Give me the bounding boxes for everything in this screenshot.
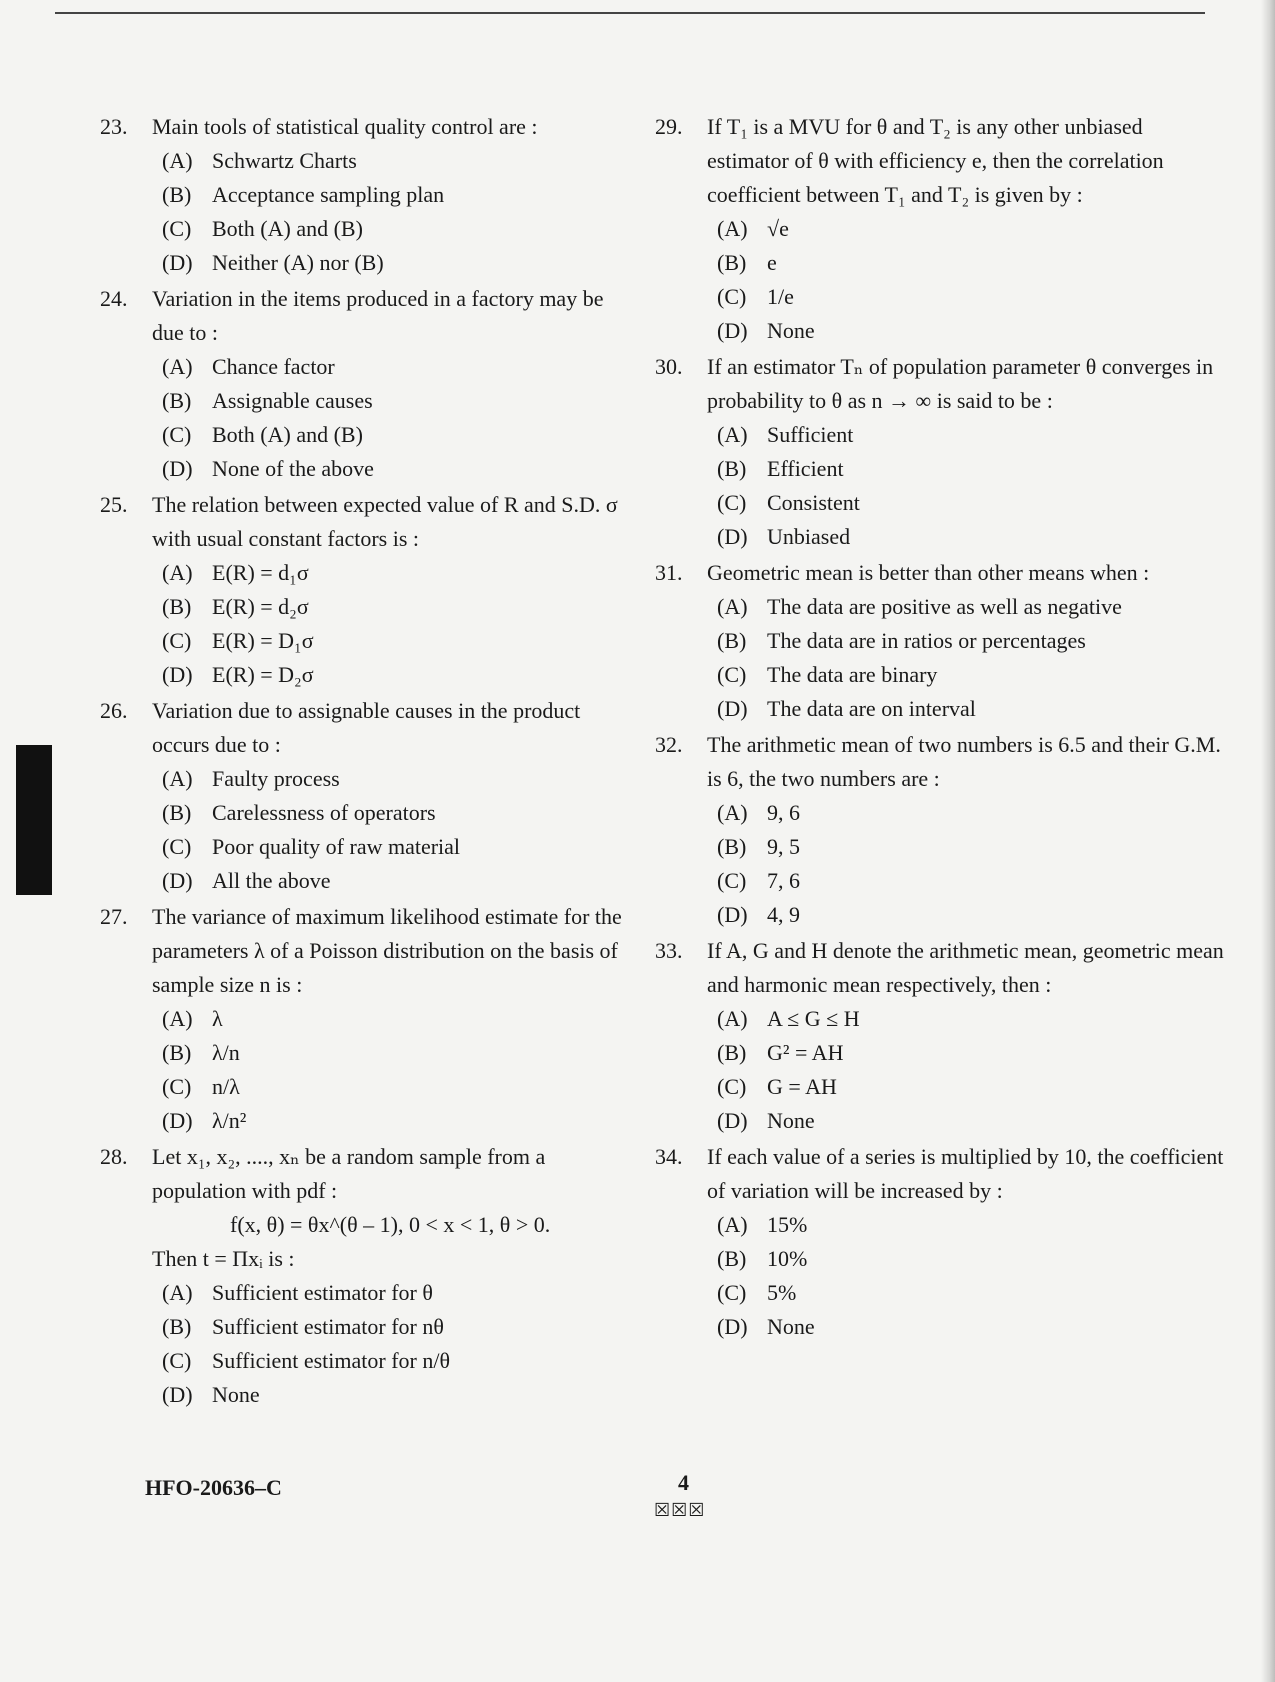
- option-b: [655, 830, 1225, 864]
- question-text: Geometric mean is better than other means when :: [707, 560, 1150, 585]
- option-a: [100, 762, 640, 796]
- option-c: [655, 658, 1225, 692]
- option-letter: (A): [162, 1006, 193, 1031]
- question-23: [100, 110, 640, 280]
- option-text: λ: [212, 1006, 223, 1031]
- option-letter: (D): [162, 456, 193, 481]
- option-text: Sufficient estimator for nθ: [212, 1314, 444, 1339]
- question-24: [100, 282, 640, 486]
- option-a: [655, 1208, 1225, 1242]
- question-number: 33.: [655, 938, 683, 963]
- option-a: [655, 1002, 1225, 1036]
- question-text: The relation between expected value of R and S.D. σ with usual constant factors is :: [152, 492, 618, 551]
- binding-mark: [16, 745, 52, 895]
- option-text: The data are positive as well as negative: [767, 594, 1122, 619]
- option-d: [100, 1378, 640, 1412]
- option-c: [655, 864, 1225, 898]
- option-d: [655, 898, 1225, 932]
- option-letter: (C): [162, 422, 192, 447]
- option-letter: (C): [717, 284, 747, 309]
- option-b: [655, 246, 1225, 280]
- option-text: Both (A) and (B): [212, 216, 363, 241]
- option-text: None: [767, 1108, 815, 1133]
- option-text: None of the above: [212, 456, 374, 481]
- option-text: 4, 9: [767, 902, 800, 927]
- question-number: 29.: [655, 114, 683, 139]
- question-number: 27.: [100, 904, 128, 929]
- option-letter: (D): [717, 696, 748, 721]
- question-number: 32.: [655, 732, 683, 757]
- question-25: [100, 488, 640, 692]
- option-d: [655, 1104, 1225, 1138]
- option-a: [100, 1276, 640, 1310]
- option-a: [100, 556, 640, 590]
- option-a: [655, 796, 1225, 830]
- option-text: Schwartz Charts: [212, 148, 357, 173]
- option-a: [655, 590, 1225, 624]
- question-text: Variation due to assignable causes in the product occurs due to :: [152, 698, 581, 757]
- option-d: [100, 246, 640, 280]
- option-letter: (B): [717, 250, 747, 275]
- option-text: None: [212, 1382, 260, 1407]
- question-number: 26.: [100, 698, 128, 723]
- option-b: [100, 590, 640, 624]
- option-d: [655, 692, 1225, 726]
- option-letter: (C): [717, 662, 747, 687]
- question-27: [100, 900, 640, 1138]
- option-text: The data are on interval: [767, 696, 976, 721]
- option-letter: (C): [717, 1074, 747, 1099]
- option-text: 10%: [767, 1246, 808, 1271]
- option-d: [655, 520, 1225, 554]
- option-text: n/λ: [212, 1074, 240, 1099]
- option-letter: (B): [717, 834, 747, 859]
- left-column: [100, 110, 640, 1414]
- option-letter: (D): [717, 318, 748, 343]
- question-number: 23.: [100, 114, 128, 139]
- option-letter: (A): [717, 1212, 748, 1237]
- option-text: Consistent: [767, 490, 860, 515]
- option-letter: (C): [717, 868, 747, 893]
- option-c: [655, 1070, 1225, 1104]
- option-text: λ/n: [212, 1040, 240, 1065]
- page-edge-shadow: [1261, 0, 1275, 1682]
- option-d: [100, 658, 640, 692]
- question-text: If an estimator Tₙ of population parameter θ converges in probability to θ as n → ∞ is said to be :: [707, 354, 1214, 413]
- option-text: Sufficient: [767, 422, 854, 447]
- option-text: A ≤ G ≤ H: [767, 1006, 860, 1031]
- option-text: √e: [767, 216, 789, 241]
- question-text: Main tools of statistical quality control are :: [152, 114, 538, 139]
- option-letter: (C): [162, 1348, 192, 1373]
- option-letter: (C): [162, 834, 192, 859]
- option-text: Assignable causes: [212, 388, 373, 413]
- option-text: E(R) = D₁σ: [212, 628, 314, 653]
- question-text: The variance of maximum likelihood estimate for the parameters λ of a Poisson distribution on the basis of sample size n is :: [152, 904, 622, 997]
- question-stem-then: Then t = Πxᵢ is :: [152, 1246, 295, 1271]
- option-b: [655, 452, 1225, 486]
- option-letter: (D): [162, 250, 193, 275]
- option-text: Efficient: [767, 456, 844, 481]
- option-c: [100, 1070, 640, 1104]
- option-d: [655, 314, 1225, 348]
- option-letter: (B): [717, 1040, 747, 1065]
- option-letter: (B): [717, 1246, 747, 1271]
- option-a: [655, 212, 1225, 246]
- option-letter: (B): [162, 594, 192, 619]
- option-letter: (A): [162, 148, 193, 173]
- question-29: [655, 110, 1225, 348]
- option-b: [655, 1036, 1225, 1070]
- question-32: [655, 728, 1225, 932]
- option-text: 7, 6: [767, 868, 800, 893]
- option-letter: (A): [717, 800, 748, 825]
- option-b: [100, 796, 640, 830]
- option-b: [100, 1036, 640, 1070]
- option-d: [655, 1310, 1225, 1344]
- question-34: [655, 1140, 1225, 1344]
- option-text: E(R) = D₂σ: [212, 662, 314, 687]
- option-text: λ/n²: [212, 1108, 247, 1133]
- option-b: [655, 1242, 1225, 1276]
- option-text: 9, 6: [767, 800, 800, 825]
- option-text: E(R) = d₂σ: [212, 594, 309, 619]
- question-30: [655, 350, 1225, 554]
- question-number: 30.: [655, 354, 683, 379]
- option-text: Unbiased: [767, 524, 851, 549]
- page-number: 4: [678, 1470, 689, 1495]
- option-letter: (B): [717, 628, 747, 653]
- question-text: Variation in the items produced in a factory may be due to :: [152, 286, 604, 345]
- option-letter: (D): [162, 662, 193, 687]
- question-text: The arithmetic mean of two numbers is 6.5 and their G.M. is 6, the two numbers are :: [707, 732, 1221, 791]
- question-number: 28.: [100, 1144, 128, 1169]
- option-c: [100, 830, 640, 864]
- option-b: [655, 624, 1225, 658]
- option-letter: (B): [162, 182, 192, 207]
- option-letter: (D): [717, 902, 748, 927]
- right-column: [655, 110, 1225, 1346]
- option-a: [100, 1002, 640, 1036]
- option-letter: (D): [162, 868, 193, 893]
- option-text: Carelessness of operators: [212, 800, 436, 825]
- option-text: Neither (A) nor (B): [212, 250, 384, 275]
- option-text: All the above: [212, 868, 331, 893]
- option-text: 5%: [767, 1280, 797, 1305]
- question-number: 25.: [100, 492, 128, 517]
- option-letter: (A): [162, 1280, 193, 1305]
- option-text: Faulty process: [212, 766, 340, 791]
- question-text: Let x₁, x₂, ...., xₙ be a random sample from a population with pdf :: [152, 1144, 546, 1203]
- option-text: 9, 5: [767, 834, 800, 859]
- option-text: The data are binary: [767, 662, 938, 687]
- option-text: Sufficient estimator for θ: [212, 1280, 433, 1305]
- option-text: 1/e: [767, 284, 794, 309]
- option-text: E(R) = d₁σ: [212, 560, 309, 585]
- option-d: [100, 864, 640, 898]
- option-letter: (C): [162, 628, 192, 653]
- option-letter: (C): [162, 216, 192, 241]
- option-letter: (A): [162, 560, 193, 585]
- option-letter: (D): [162, 1108, 193, 1133]
- pdf-formula: f(x, θ) = θx^(θ – 1), 0 < x < 1, θ > 0.: [230, 1212, 551, 1237]
- option-d: [100, 1104, 640, 1138]
- option-letter: (C): [162, 1074, 192, 1099]
- option-c: [100, 212, 640, 246]
- option-letter: (C): [717, 490, 747, 515]
- option-letter: (B): [717, 456, 747, 481]
- top-rule: [55, 12, 1205, 14]
- option-letter: (A): [162, 766, 193, 791]
- question-text: If A, G and H denote the arithmetic mean, geometric mean and harmonic mean respectively, then :: [707, 938, 1224, 997]
- option-letter: (A): [717, 594, 748, 619]
- question-text: If T₁ is a MVU for θ and T₂ is any other unbiased estimator of θ with efficiency e, then the correlation coefficient between T₁ and T₂ is given by :: [707, 114, 1164, 207]
- option-c: [100, 1344, 640, 1378]
- option-text: Poor quality of raw material: [212, 834, 461, 859]
- option-text: Sufficient estimator for n/θ: [212, 1348, 451, 1373]
- paper-code: HFO-20636–C: [145, 1475, 282, 1500]
- option-text: Chance factor: [212, 354, 335, 379]
- option-text: None: [767, 318, 815, 343]
- option-text: None: [767, 1314, 815, 1339]
- option-b: [100, 1310, 640, 1344]
- option-text: G = AH: [767, 1074, 837, 1099]
- question-number: 24.: [100, 286, 128, 311]
- option-letter: (D): [162, 1382, 193, 1407]
- option-letter: (A): [162, 354, 193, 379]
- option-letter: (A): [717, 1006, 748, 1031]
- option-c: [100, 418, 640, 452]
- option-text: G² = AH: [767, 1040, 844, 1065]
- option-c: [655, 280, 1225, 314]
- question-26: [100, 694, 640, 898]
- option-letter: (C): [717, 1280, 747, 1305]
- question-number: 31.: [655, 560, 683, 585]
- option-letter: (B): [162, 1040, 192, 1065]
- question-28: [100, 1140, 640, 1412]
- option-c: [100, 624, 640, 658]
- question-number: 34.: [655, 1144, 683, 1169]
- option-letter: (A): [717, 422, 748, 447]
- option-d: [100, 452, 640, 486]
- option-text: Acceptance sampling plan: [212, 182, 445, 207]
- option-letter: (B): [162, 800, 192, 825]
- option-letter: (D): [717, 1108, 748, 1133]
- question-33: [655, 934, 1225, 1138]
- option-letter: (D): [717, 524, 748, 549]
- option-text: Both (A) and (B): [212, 422, 363, 447]
- option-a: [655, 418, 1225, 452]
- question-31: [655, 556, 1225, 726]
- option-c: [655, 1276, 1225, 1310]
- option-c: [655, 486, 1225, 520]
- option-letter: (B): [162, 388, 192, 413]
- option-a: [100, 144, 640, 178]
- series-marks: ☒☒☒: [654, 1500, 706, 1520]
- option-text: 15%: [767, 1212, 808, 1237]
- option-a: [100, 350, 640, 384]
- option-letter: (B): [162, 1314, 192, 1339]
- option-letter: (D): [717, 1314, 748, 1339]
- option-text: The data are in ratios or percentages: [767, 628, 1086, 653]
- option-b: [100, 384, 640, 418]
- option-letter: (A): [717, 216, 748, 241]
- option-b: [100, 178, 640, 212]
- option-text: e: [767, 250, 777, 275]
- question-text: If each value of a series is multiplied by 10, the coefficient of variation will be increased by :: [707, 1144, 1224, 1203]
